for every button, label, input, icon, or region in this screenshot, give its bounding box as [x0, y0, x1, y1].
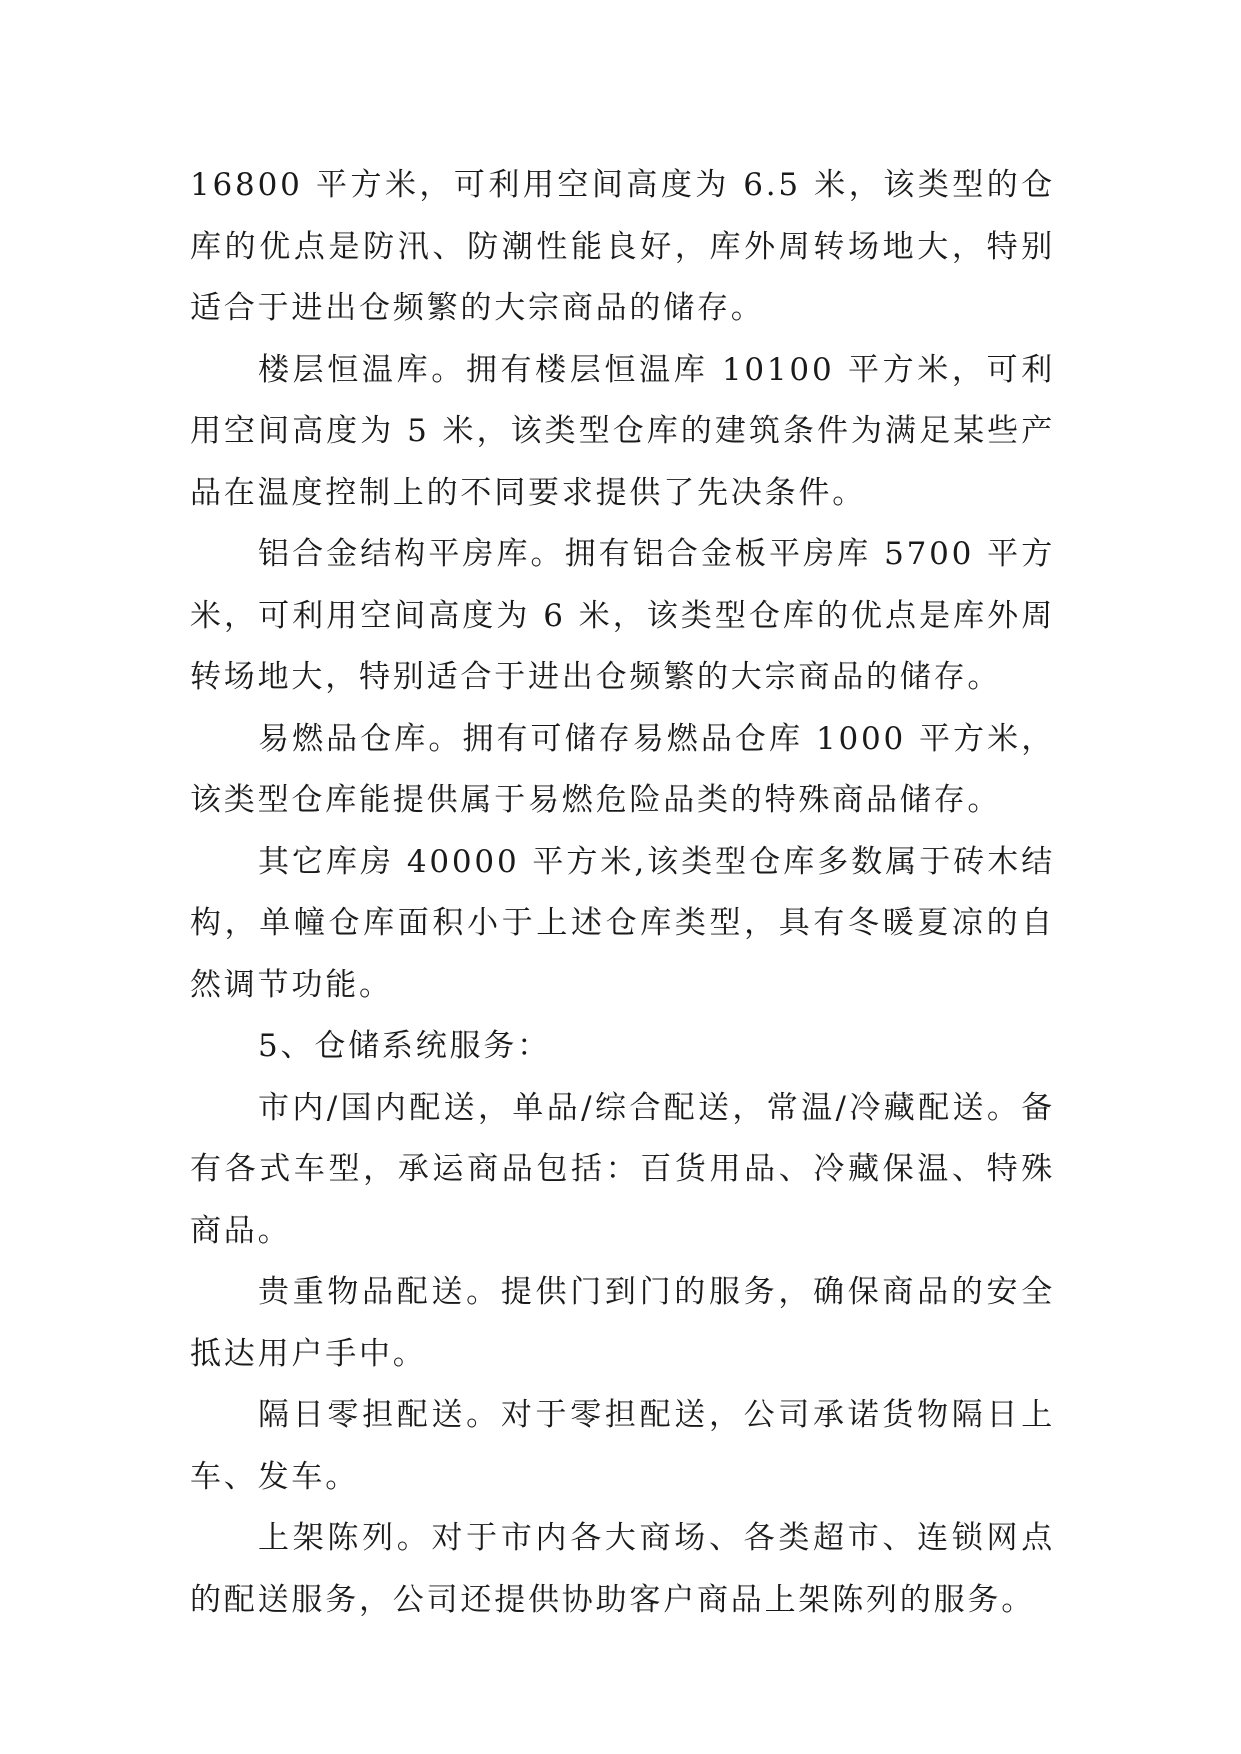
paragraph-flammable-goods-warehouse: 易燃品仓库。拥有可储存易燃品仓库 1000 平方米，该类型仓库能提供属于易燃危险品类的特殊商品储存。 [190, 720, 1055, 818]
paragraph-aluminum-alloy-warehouse: 铝合金结构平房库。拥有铝合金板平房库 5700 平方米，可利用空间高度为 6 米，该类型仓库的优点是库外周转场地大，特别适合于进出仓频繁的大宗商品的储存。 [190, 536, 1055, 695]
paragraph-constant-temperature-storage: 楼层恒温库。拥有楼层恒温库 10100 平方米，可利用空间高度为 5 米，该类型仓库的建筑条件为满足某些产品在温度控制上的不同要求提供了先决条件。 [190, 351, 1055, 511]
paragraph-shelf-display-service: 上架陈列。对于市内各大商场、各类超市、连锁网点的配送服务，公司还提供协助客户商品上架陈列的服务。 [190, 1520, 1055, 1618]
paragraph-next-day-ltl-delivery: 隔日零担配送。对于零担配送，公司承诺货物隔日上车、发车。 [190, 1397, 1055, 1495]
paragraph-valuables-delivery: 贵重物品配送。提供门到门的服务，确保商品的安全抵达用户手中。 [190, 1274, 1055, 1372]
document-body [190, 155, 1055, 1631]
paragraph-delivery-types: 市内/国内配送，单品/综合配送，常温/冷藏配送。备有各式车型，承运商品包括：百货用品、冷藏保温、特殊商品。 [190, 1089, 1055, 1249]
paragraph-other-warehouses: 其它库房 40000 平方米,该类型仓库多数属于砖木结构，单幢仓库面积小于上述仓库类型，具有冬暖夏凉的自然调节功能。 [190, 843, 1055, 1003]
section-heading-storage-services: 5、仓储系统服务： [258, 1028, 551, 1064]
paragraph-continued-warehouse-area: 16800 平方米，可利用空间高度为 6.5 米，该类型的仓库的优点是防汛、防潮性能良好，库外周转场地大，特别适合于进出仓频繁的大宗商品的储存。 [190, 167, 1055, 326]
